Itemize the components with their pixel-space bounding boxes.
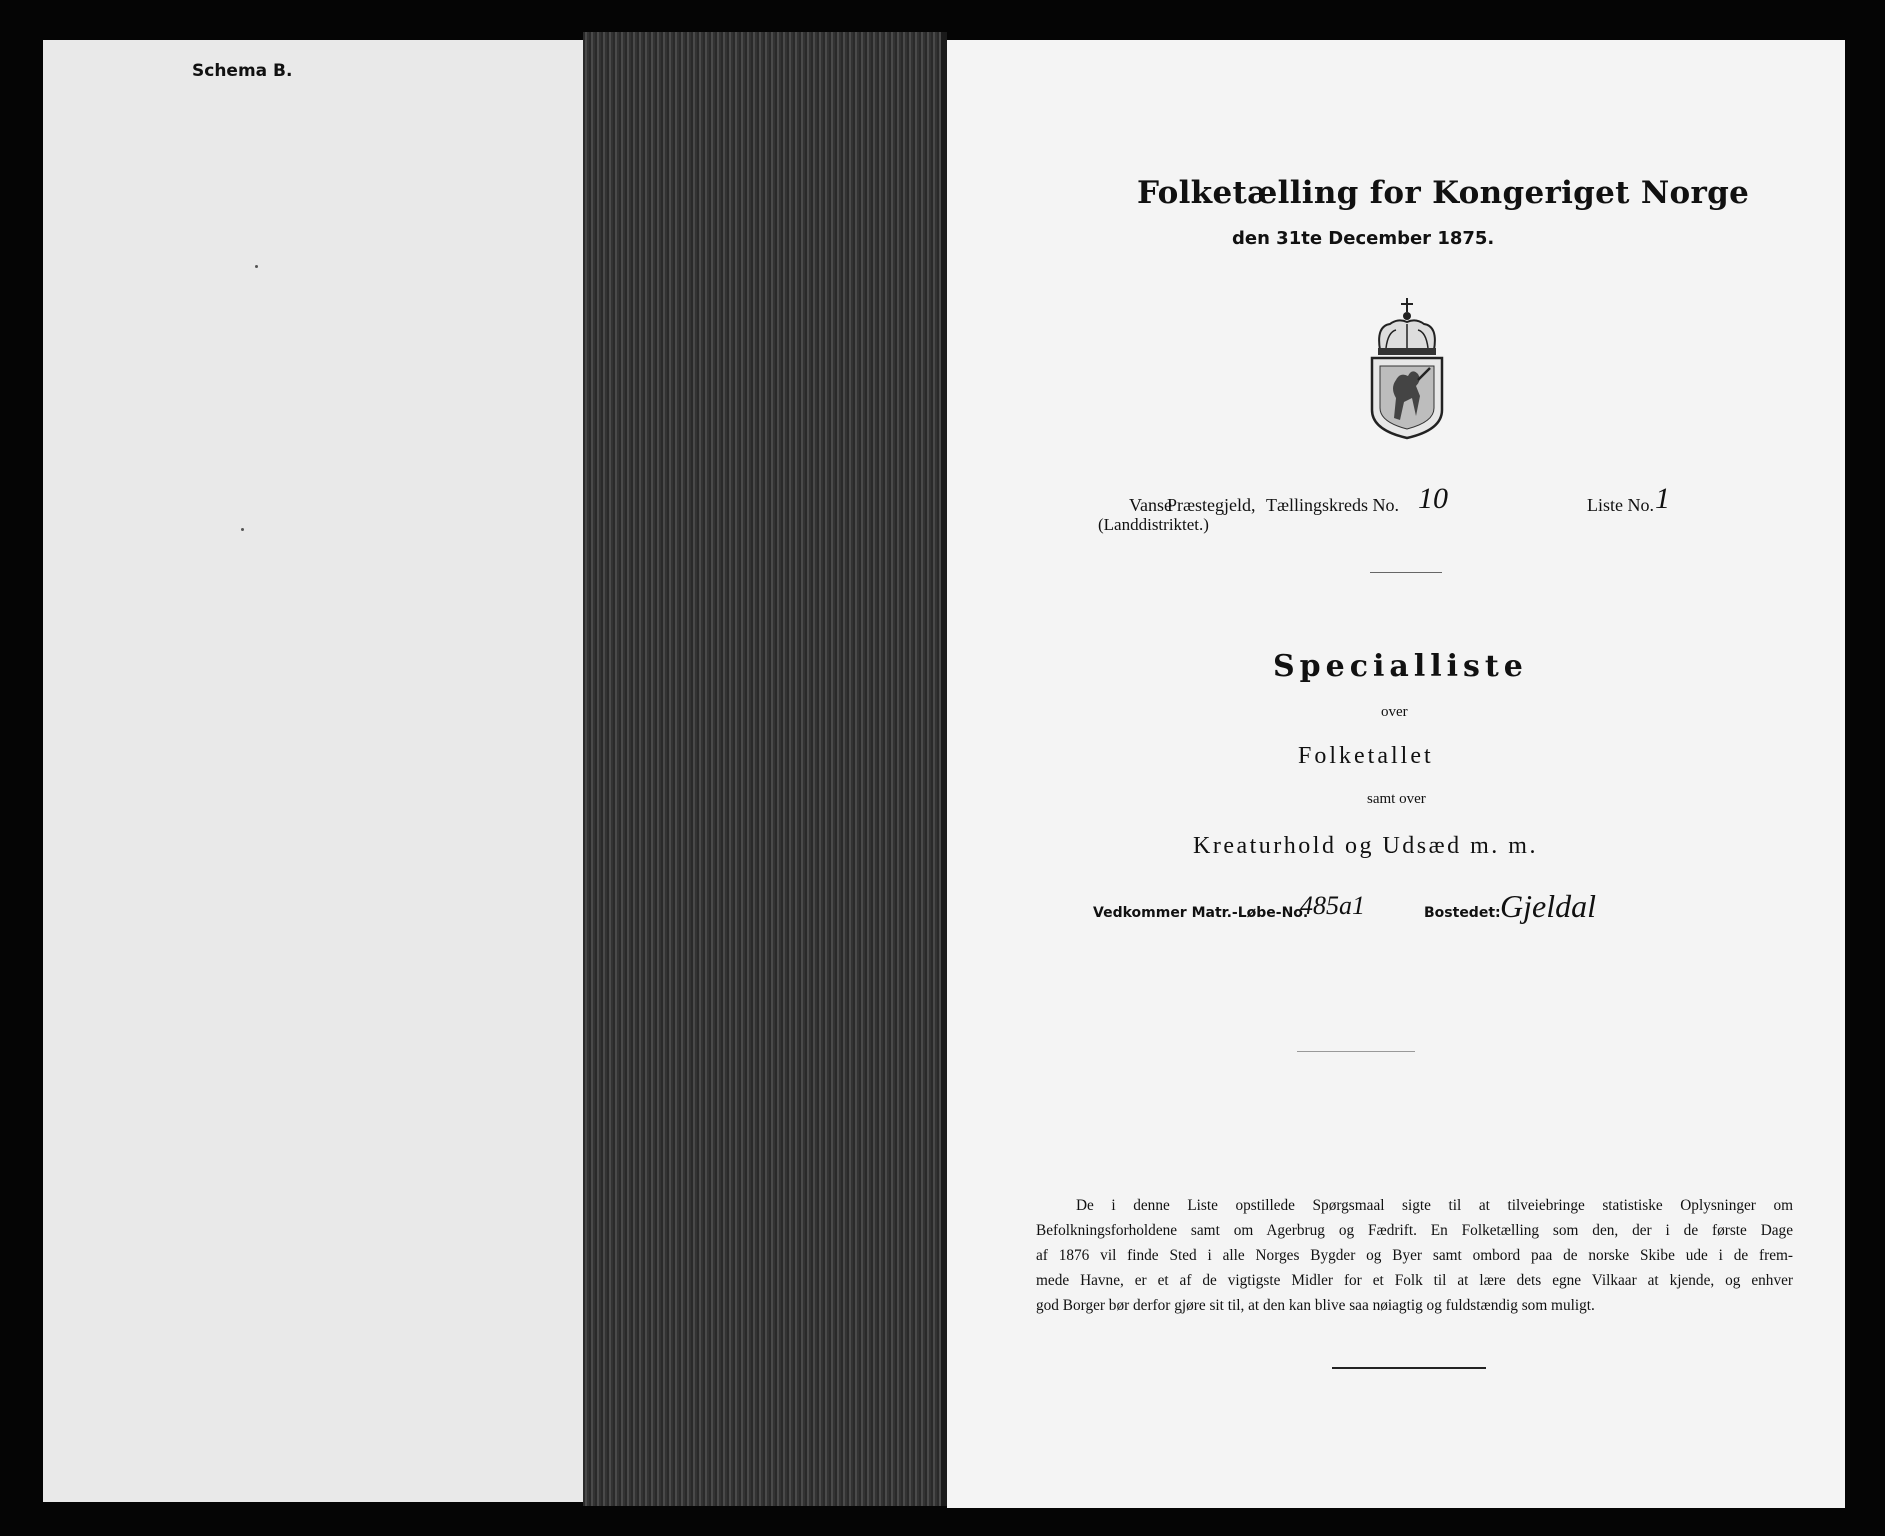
over-text: over — [1381, 704, 1408, 720]
list-number: 1 — [1655, 482, 1670, 515]
census-date: den 31te December 1875. — [1232, 228, 1495, 249]
paper-speck — [255, 265, 258, 268]
district-number: 10 — [1418, 482, 1448, 515]
divider — [1332, 1367, 1486, 1369]
coat-of-arms-icon — [1366, 298, 1448, 440]
kreaturhold-text: Kreaturhold og Udsæd m. m. — [1193, 833, 1538, 859]
matr-label: Vedkommer Matr.-Løbe-No. — [1093, 905, 1309, 921]
specialliste-heading: Specialliste — [1273, 649, 1528, 684]
parish-label: Præstegjeld, — [1167, 495, 1256, 515]
matr-number: 485a1 — [1300, 891, 1365, 920]
notice-line: mede Havne, er et af de vigtigste Midler for et Folk til at lære dets egne Vilkaar at kjende, og enhver — [1036, 1272, 1793, 1289]
divider — [1297, 1051, 1415, 1052]
notice-line: De i denne Liste opstillede Spørgsmaal sigte til at tilveiebringe statistiske Oplysninger om — [1076, 1197, 1793, 1214]
divider — [1370, 572, 1442, 573]
notice-paragraph — [1036, 1193, 1793, 1318]
schema-label: Schema B. — [192, 61, 293, 81]
bosted-label: Bostedet: — [1424, 905, 1501, 921]
area-note: (Landdistriktet.) — [1098, 515, 1209, 534]
form-title: Folketælling for Kongeriget Norge — [1137, 175, 1750, 211]
left-blank-page — [43, 40, 583, 1502]
list-label: Liste No. — [1587, 495, 1654, 515]
binding-gutter — [583, 32, 941, 1506]
notice-line: god Borger bør derfor gjøre sit til, at den kan blive saa nøiagtig og fuldstændig som muligt. — [1036, 1297, 1595, 1314]
district-label: Tællingskreds No. — [1266, 495, 1399, 515]
paper-speck — [241, 528, 244, 531]
folketallet-text: Folketallet — [1298, 743, 1434, 769]
parish-name: Vanse — [1129, 495, 1172, 515]
samt-over-text: samt over — [1367, 791, 1426, 807]
notice-line: Befolkningsforholdene samt om Agerbrug og Fædrift. En Folketælling som den, der i de første Dage — [1036, 1222, 1793, 1239]
notice-line: af 1876 vil finde Sted i alle Norges Bygder og Byer samt ombord paa de norske Skibe ude i de frem- — [1036, 1247, 1793, 1264]
bosted-value: Gjeldal — [1500, 888, 1596, 924]
